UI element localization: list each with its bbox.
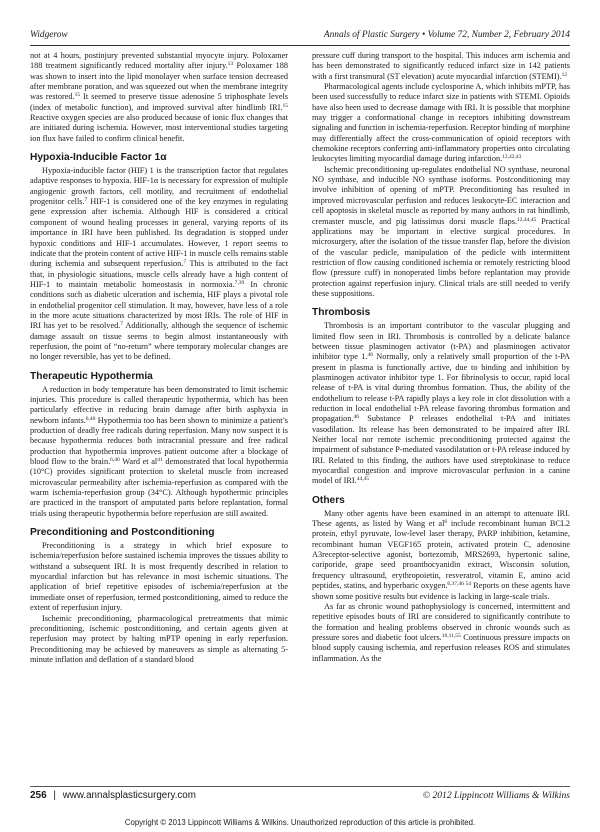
left-column	[30, 51, 288, 665]
paragraph-text: not at 4 hours, postinjury prevented substantial myocyte injury. Poloxamer 188 treatment significantly reduced mortality after injury.	[30, 51, 288, 71]
citation-superscript: 15	[282, 102, 288, 109]
body-paragraph	[30, 166, 288, 363]
citation-superscript: 44,45	[356, 476, 370, 483]
paragraph-text: Ischemic preconditioning, pharmacological pretreatments that mimic preconditioning, ischemic postconditioning, and certain agents given at reperfusion may protect by halting mPTP opening in early reperfusion. Preconditioning may be achieved by maneuvers as simple as alternating 5-minute inflation and deflation of a standard blood	[30, 613, 288, 664]
citation-superscript: 12,42,43	[502, 154, 522, 161]
body-paragraph	[30, 385, 288, 519]
paragraph-text: Reports on these agents have shown some positive results but evidence is lacking in large-scale trials.	[312, 581, 570, 601]
citation-superscript: 12,44,45	[517, 216, 537, 223]
paragraph-text: Preconditioning is a strategy in which brief exposure to ischemia/reperfusion before sustained ischemia improves the tissues ability to withstand a subsequent IRI. It is most frequently described in relation to myocardial infarction but has relevance in most ischemic situations. The application of brief repetitive episodes of ischemia/reperfusion at the immediate onset of reperfusion, termed postconditioning, aimed to reduce the extent of reperfusion injury.	[30, 541, 288, 613]
citation-superscript: 6,37,46 54	[447, 581, 472, 588]
paragraph-text: Hypothermia too has been shown to minimize a patient’s production of deadly free radicals during reperfusion. Many now suspect it is because hypothermia reduces both intracranial pressure and free radical production that hypothermia improves patient outcome after a blockage of blood flow to the brain.	[30, 415, 288, 467]
copyright-notice: Copyright © 2013 Lippincott Williams & Wilkins. Unauthorized reproduction of this article is prohibited.	[124, 818, 476, 827]
paragraph-text: Pharmacological agents include cyclosporine A, which inhibits mPTP, has been used successfully to reduce infarct size in patients with STEMI. Opioids have also been used to decrease damage with IRI. It is possible that morphine may trigger a conformational change in receptors inhibiting downstream signaling and function in ischemia-reperfusion. Receptor binding of morphine may differentially affect the cross-communication of opioid receptors with chemokine receptors conferring anti-inflammatory properties onto circulating leukocytes limiting myocardial damage during infarction.	[312, 82, 570, 164]
paragraph-text: Continuous pressure impacts on blood supply causing ischemia, and reperfusion releases ROS and stimulates inflammation. As the	[312, 632, 570, 663]
footer-separator: |	[53, 790, 56, 801]
citation-superscript: 7,39	[234, 279, 245, 286]
page-number: 256	[30, 790, 47, 801]
citation-superscript: 13	[227, 61, 234, 68]
paragraph-text: include recombinant human BCL2 protein, ethyl pyruvate, low-level laser therapy, PARP inhibition, ketamine, recombinant human VEGF165 protein, activated protein C, adenosine A3receptor-selective agonist, bortezomib, MRS2693, hypertonic saline, cariporide, grape seed proanthocyanidin extract, Wisconsin solution, frequency ultrasound, erythropoietin, resveratrol, vitamin E, amino acid peptides, statins, and hyperbaric oxygen.	[312, 519, 570, 591]
paragraph-text: pressure cuff during transport to the hospital. This induces arm ischemia and has been demonstrated to significantly reduced infarct size in 142 patients with a first transmural (ST elevation) acute myocardial infarction (STEMI).	[312, 51, 570, 81]
paragraph-text: As far as chronic wound pathophysiology is concerned, intermittent and repetitive episodes bouts of IRI are considered to significantly contribute to the formation and healing problems observed in chronic wounds such as pressure sores and diabetic foot ulcers.	[312, 601, 570, 642]
paragraph-text: Reactive oxygen species are also produced because of ionic flux changes that are initiated during ischemia. However, most interventional studies targeting ion flux have failed to confirm clinical benefit.	[30, 113, 288, 143]
paragraph-text: Substance P releases endothelial t-PA and initiates vasodilation. Its release has been demonstrated to be impaired after IRI. Neither local nor remote ischemic preconditioning protected against the impairment of substance P-mediated vasodilatation or t-PA release induced by IRI. Related to this finding, the authors have used streptokinase to reduce myocardial congestion and improve microvascular perfusion in a canine model of IRI.	[312, 414, 570, 486]
citation-superscript: 7	[84, 197, 88, 204]
body-paragraph	[30, 541, 288, 613]
paragraph-text: demonstrated that local hypothermia (10°C) provides significant protection to skeletal muscle from increased microvascular permeability after ischemia-reperfusion as compared with the warm ischemia-reperfusion group (34°C). Although hypothermic principles are practiced in the transport of amputated parts before replantation, formal trials using therapeutic hypothermia before reperfusion are still awaited.	[30, 457, 288, 518]
citation-superscript: 6,40	[85, 415, 96, 422]
body-paragraph	[312, 82, 570, 165]
body-paragraph	[312, 51, 570, 82]
section-heading: Hypoxia-Inducible Factor 1α	[30, 152, 167, 164]
publisher-copyright: © 2012 Lippincott Williams & Wilkins	[422, 790, 570, 801]
body-paragraph	[312, 509, 570, 602]
citation-superscript: 7	[120, 321, 124, 328]
running-head	[30, 30, 570, 44]
footer-rule	[30, 786, 570, 787]
header-rule	[30, 45, 570, 46]
body-paragraph	[30, 51, 288, 144]
section-heading: Others	[312, 494, 345, 506]
citation-superscript: 46	[353, 414, 359, 421]
body-paragraph	[312, 165, 570, 299]
running-head-author: Widgerow	[30, 30, 68, 40]
citation-superscript: 12	[561, 71, 568, 78]
paragraph-text: Hypoxia-inducible factor (HIF) 1 is the transcription factor that regulates adaptive responses to hypoxia. HIF-1α is necessary for expression of multiple angiogenic growth factors, cell motility, and recruitment of endothelial progenitor cells.	[30, 166, 288, 207]
citation-superscript: 6,40	[110, 457, 120, 464]
citation-superscript: 10,11,55	[441, 632, 461, 639]
paragraph-text: Thrombosis is an important contributor to the vascular plugging and limited flow seen in IRI. Thrombosis is controlled by a delicate balance between tissue plasminogen activator (t-PA) and plasminogen activator inhibitor type 1.	[312, 321, 570, 362]
section-heading: Preconditioning and Postconditioning	[30, 527, 215, 539]
body-paragraph	[312, 321, 570, 487]
page-footer	[30, 790, 570, 804]
paragraph-text: HIF-1 is considered one of the key enzymes in regulating gene expression after ischemia. Although HIF is considered a critical component of wound healing processes in general, varying reports of its importance in IRI have been published. Its degradation is stopped under hypoxic conditions and HIF-1 accumulates. However, 1 report seems to indicate that the protein content of active HIF-1 in muscle cells remains stable during ischemia and subsequent reperfusion.	[30, 197, 289, 269]
body-paragraph	[312, 602, 570, 664]
paragraph-text: Poloxamer 188 was shown to insert into the lipid monolayer when surface tension decreased after membrane poration, and was squeezed out when the membrane integrity was restored.	[30, 61, 289, 102]
paragraph-text: Practical applications may be important in elective surgical procedures. In microsurgery, after the isolation of the tissue transfer flap, before the division of the vascular pedicle, manipulation of the pedicle with intermittent restriction of flow causing conditioned ischemia or remotely restricting blood flow (pressure cuff) in nonoperated limbs before replantation may provide protection against reperfusion injury. Clinical trials are still needed to verify these suppositions.	[312, 216, 570, 298]
paragraph-text: Additionally, although the sequence of ischemic damage assault on tissue seems to begin almost instantaneously with reperfusion, the point of “no-return” where temporary molecular changes are no longer reversible, has yet to be defined.	[30, 321, 288, 362]
paragraph-text: Normally, only a relatively small proportion of the t-PA present in plasma is functionally active, due to binding and inhibition by plasminogen activator inhibitor type 1. For fibrinolysis to occur, rapid local release of t-PA is vital during thrombus formation. Thus, the ability of the endothelium to release t-PA rapidly plays a key role in clot dissolution with a reduction in local endothelial t-PA release favoring thrombus formation and propagation.	[312, 352, 571, 424]
right-column	[312, 51, 570, 664]
paragraph-text: Ischemic preconditioning up-regulates endothelial NO synthase, neuronal NO synthase, and inducible NO synthase isoforms. Postconditioning may involve inhibition of opening of mPTP. Preconditioning has resulted in improved microvascular perfusion and reduces leukocyte-EC interaction and cell apoptosis in skeletal muscle as reported by many authors in rat hindlimb, cremaster muscle, and pig latissimus dorsi muscle flaps.	[312, 164, 570, 226]
paragraph-text: A reduction in body temperature has been demonstrated to limit ischemic injuries. This procedure is called therapeutic hypothermia, which has been particularly effective in reducing brain damage after birth asphyxia in newborn infants.	[30, 384, 288, 425]
section-heading: Therapeutic Hypothermia	[30, 370, 153, 382]
body-paragraph	[30, 614, 288, 666]
citation-superscript: 41	[157, 457, 163, 464]
citation-superscript: 15	[74, 92, 81, 99]
running-head-journal: Annals of Plastic Surgery • Volume 72, Number 2, February 2014	[323, 30, 570, 40]
journal-website-link[interactable]: www.annalsplasticsurgery.com	[62, 790, 196, 801]
citation-superscript: 7	[183, 259, 187, 266]
paragraph-text: In chronic conditions such as diabetic ulceration and ischemia, HIF plays a pivotal role in endothelial progenitor cell stimulation. It may, however, have less of a role in the more acute situations characterized by most IRIs. The role of HIF in IRI has yet to be resolved.	[30, 279, 288, 331]
paragraph-text: It seemed to preserve tissue adenosine 5 triphosphate levels (index of metabolic function), and improved survival after hindlimb IRI.	[30, 92, 288, 112]
paragraph-text: Many other agents have been examined in an attempt to attenuate IRI. These agents, as listed by Wang et al	[312, 508, 570, 529]
paragraph-text: Ward et al	[119, 457, 158, 467]
paragraph-text: This is attributed to the fact that, in physiologic situations, muscle cells already have a high content of HIF-1 to maintain metabolic homeostasis in normoxia.	[30, 259, 288, 289]
section-heading: Thrombosis	[312, 307, 371, 319]
citation-superscript: 6	[444, 519, 448, 526]
citation-superscript: 46	[367, 352, 373, 359]
